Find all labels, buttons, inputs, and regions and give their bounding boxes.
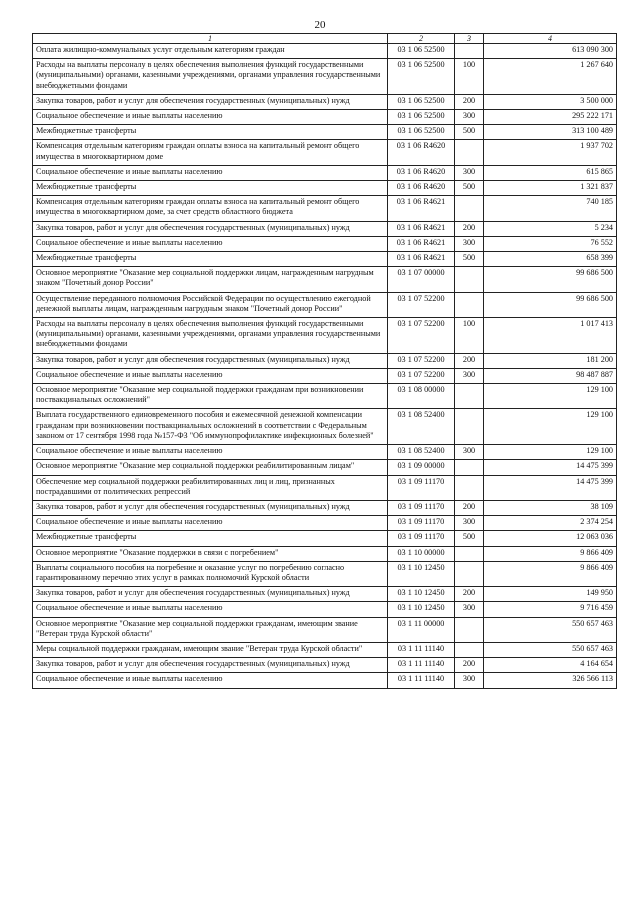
amount-cell: 1 321 837 (484, 181, 617, 196)
expense-type-cell: 200 (455, 500, 484, 515)
amount-cell: 1 267 640 (484, 59, 617, 95)
row-name-cell: Закупка товаров, работ и услуг для обеспечения государственных (муниципальных) нужд (33, 94, 388, 109)
target-article-code-cell: 03 1 09 11170 (388, 516, 455, 531)
table-row (33, 292, 617, 317)
column-number: 1 (33, 34, 388, 44)
expense-type-cell: 500 (455, 125, 484, 140)
row-name-cell: Закупка товаров, работ и услуг для обеспечения государственных (муниципальных) нужд (33, 221, 388, 236)
expense-type-cell (455, 460, 484, 475)
amount-cell: 9 866 409 (484, 546, 617, 561)
row-name-cell: Выплата государственного единовременного пособия и ежемесячной денежной компенсации гражданам при возникновении поствакцинальных осложнений в соответствии с Федеральным законом от 17 сентября 1998 года №157-ФЗ "Об иммунопрофилактике инфекционных болезней" (33, 409, 388, 445)
row-name-cell: Основное мероприятие "Оказание поддержки в связи с погребением" (33, 546, 388, 561)
row-name-cell: Компенсация отдельным категориям граждан оплаты взноса на капитальный ремонт общего имущества в многоквартирном доме (33, 140, 388, 165)
table-row (33, 587, 617, 602)
target-article-code-cell: 03 1 09 11170 (388, 500, 455, 515)
amount-cell: 76 552 (484, 236, 617, 251)
table-row (33, 561, 617, 586)
table-row (33, 94, 617, 109)
table-row (33, 602, 617, 617)
table-row (33, 658, 617, 673)
table-row (33, 252, 617, 267)
target-article-code-cell: 03 1 06 R4620 (388, 165, 455, 180)
target-article-code-cell: 03 1 07 52200 (388, 292, 455, 317)
amount-cell: 740 185 (484, 196, 617, 221)
amount-cell: 149 950 (484, 587, 617, 602)
amount-cell: 9 716 459 (484, 602, 617, 617)
target-article-code-cell: 03 1 06 52500 (388, 94, 455, 109)
amount-cell: 5 234 (484, 221, 617, 236)
table-row (33, 531, 617, 546)
column-number: 2 (388, 34, 455, 44)
table-row (33, 546, 617, 561)
amount-cell: 4 164 654 (484, 658, 617, 673)
amount-cell: 550 657 463 (484, 617, 617, 642)
amount-cell: 613 090 300 (484, 44, 617, 59)
target-article-code-cell: 03 1 11 11140 (388, 642, 455, 657)
row-name-cell: Межбюджетные трансферты (33, 531, 388, 546)
expense-type-cell: 300 (455, 673, 484, 688)
table-row (33, 475, 617, 500)
table-row (33, 236, 617, 251)
expense-type-cell: 200 (455, 221, 484, 236)
target-article-code-cell: 03 1 10 12450 (388, 587, 455, 602)
row-name-cell: Основное мероприятие "Оказание мер социальной поддержки реабилитированным лицам" (33, 460, 388, 475)
row-name-cell: Социальное обеспечение и иные выплаты населению (33, 516, 388, 531)
row-name-cell: Межбюджетные трансферты (33, 181, 388, 196)
row-name-cell: Закупка товаров, работ и услуг для обеспечения государственных (муниципальных) нужд (33, 587, 388, 602)
target-article-code-cell: 03 1 08 52400 (388, 445, 455, 460)
table-row (33, 181, 617, 196)
target-article-code-cell: 03 1 11 00000 (388, 617, 455, 642)
row-name-cell: Основное мероприятие "Оказание мер социальной поддержки гражданам при возникновении поствакцинальных осложнений" (33, 384, 388, 409)
row-name-cell: Социальное обеспечение и иные выплаты населению (33, 368, 388, 383)
expense-type-cell: 300 (455, 602, 484, 617)
amount-cell: 615 865 (484, 165, 617, 180)
table-row (33, 125, 617, 140)
row-name-cell: Социальное обеспечение и иные выплаты населению (33, 110, 388, 125)
row-name-cell: Обеспечение мер социальной поддержки реабилитированных лиц и лиц, признанных пострадавшими от политических репрессий (33, 475, 388, 500)
target-article-code-cell: 03 1 06 52500 (388, 44, 455, 59)
expense-type-cell (455, 196, 484, 221)
target-article-code-cell: 03 1 06 R4620 (388, 181, 455, 196)
table-row (33, 445, 617, 460)
table-row (33, 409, 617, 445)
amount-cell: 129 100 (484, 409, 617, 445)
table-row (33, 44, 617, 59)
target-article-code-cell: 03 1 07 52200 (388, 353, 455, 368)
expense-type-cell (455, 642, 484, 657)
amount-cell: 99 686 500 (484, 267, 617, 292)
target-article-code-cell: 03 1 06 52500 (388, 59, 455, 95)
amount-cell: 9 866 409 (484, 561, 617, 586)
target-article-code-cell: 03 1 06 R4621 (388, 221, 455, 236)
expense-type-cell: 100 (455, 318, 484, 354)
expense-type-cell: 300 (455, 516, 484, 531)
row-name-cell: Меры социальной поддержки гражданам, имеющим звание "Ветеран труда Курской области" (33, 642, 388, 657)
target-article-code-cell: 03 1 06 R4620 (388, 140, 455, 165)
expense-type-cell (455, 475, 484, 500)
expense-type-cell: 300 (455, 165, 484, 180)
expense-type-cell (455, 409, 484, 445)
column-number: 3 (455, 34, 484, 44)
expense-type-cell (455, 546, 484, 561)
amount-cell: 3 500 000 (484, 94, 617, 109)
row-name-cell: Основное мероприятие "Оказание мер социальной поддержки гражданам, имеющим звание "Ветеран труда Курской области" (33, 617, 388, 642)
amount-cell: 550 657 463 (484, 642, 617, 657)
expense-type-cell: 500 (455, 252, 484, 267)
target-article-code-cell: 03 1 10 00000 (388, 546, 455, 561)
table-row (33, 196, 617, 221)
table-row (33, 642, 617, 657)
target-article-code-cell: 03 1 06 R4621 (388, 252, 455, 267)
table-row (33, 673, 617, 688)
page-number: 20 (314, 19, 326, 31)
table-row (33, 353, 617, 368)
target-article-code-cell: 03 1 09 11170 (388, 531, 455, 546)
row-name-cell: Социальное обеспечение и иные выплаты населению (33, 445, 388, 460)
target-article-code-cell: 03 1 09 11170 (388, 475, 455, 500)
target-article-code-cell: 03 1 07 52200 (388, 368, 455, 383)
expense-type-cell (455, 384, 484, 409)
expense-type-cell: 500 (455, 531, 484, 546)
row-name-cell: Компенсация отдельным категориям граждан оплаты взноса на капитальный ремонт общего имущества в многоквартирном доме, за счет средств областного бюджета (33, 196, 388, 221)
amount-cell: 658 399 (484, 252, 617, 267)
row-name-cell: Выплаты социального пособия на погребение и оказание услуг по погребению согласно гарантированному перечню этих услуг в рамках полномочий Курской области (33, 561, 388, 586)
table-row (33, 516, 617, 531)
amount-cell: 326 566 113 (484, 673, 617, 688)
table-row (33, 110, 617, 125)
table-row (33, 59, 617, 95)
target-article-code-cell: 03 1 06 52500 (388, 125, 455, 140)
expense-type-cell: 300 (455, 368, 484, 383)
target-article-code-cell: 03 1 06 R4621 (388, 196, 455, 221)
target-article-code-cell: 03 1 07 00000 (388, 267, 455, 292)
amount-cell: 99 686 500 (484, 292, 617, 317)
row-name-cell: Социальное обеспечение и иные выплаты населению (33, 236, 388, 251)
expense-type-cell: 300 (455, 445, 484, 460)
budget-table-body (33, 34, 617, 689)
amount-cell: 1 937 702 (484, 140, 617, 165)
amount-cell: 14 475 399 (484, 460, 617, 475)
target-article-code-cell: 03 1 06 52500 (388, 110, 455, 125)
table-row (33, 500, 617, 515)
expense-type-cell: 300 (455, 236, 484, 251)
amount-cell: 313 100 489 (484, 125, 617, 140)
table-row (33, 617, 617, 642)
amount-cell: 38 109 (484, 500, 617, 515)
expense-type-cell: 200 (455, 658, 484, 673)
table-row (33, 140, 617, 165)
row-name-cell: Закупка товаров, работ и услуг для обеспечения государственных (муниципальных) нужд (33, 500, 388, 515)
expense-type-cell (455, 617, 484, 642)
row-name-cell: Межбюджетные трансферты (33, 125, 388, 140)
row-name-cell: Закупка товаров, работ и услуг для обеспечения государственных (муниципальных) нужд (33, 658, 388, 673)
row-name-cell: Социальное обеспечение и иные выплаты населению (33, 165, 388, 180)
amount-cell: 2 374 254 (484, 516, 617, 531)
expense-type-cell (455, 292, 484, 317)
row-name-cell: Осуществление переданного полномочия Российской Федерации по осуществлению ежегодной денежной выплаты лицам, награжденным нагрудным знаком "Почетный донор России" (33, 292, 388, 317)
row-name-cell: Закупка товаров, работ и услуг для обеспечения государственных (муниципальных) нужд (33, 353, 388, 368)
target-article-code-cell: 03 1 07 52200 (388, 318, 455, 354)
amount-cell: 98 487 887 (484, 368, 617, 383)
amount-cell: 12 063 036 (484, 531, 617, 546)
table-row (33, 384, 617, 409)
target-article-code-cell: 03 1 06 R4621 (388, 236, 455, 251)
amount-cell: 295 222 171 (484, 110, 617, 125)
target-article-code-cell: 03 1 10 12450 (388, 602, 455, 617)
expense-type-cell (455, 267, 484, 292)
row-name-cell: Межбюджетные трансферты (33, 252, 388, 267)
amount-cell: 129 100 (484, 384, 617, 409)
row-name-cell: Социальное обеспечение и иные выплаты населению (33, 602, 388, 617)
target-article-code-cell: 03 1 11 11140 (388, 658, 455, 673)
amount-cell: 181 200 (484, 353, 617, 368)
target-article-code-cell: 03 1 08 00000 (388, 384, 455, 409)
table-row (33, 318, 617, 354)
expense-type-cell: 300 (455, 110, 484, 125)
row-name-cell: Оплата жилищно-коммунальных услуг отдельным категориям граждан (33, 44, 388, 59)
expense-type-cell: 200 (455, 94, 484, 109)
expense-type-cell: 500 (455, 181, 484, 196)
column-number: 4 (484, 34, 617, 44)
amount-cell: 14 475 399 (484, 475, 617, 500)
row-name-cell: Расходы на выплаты персоналу в целях обеспечения выполнения функций государственными (муниципальными) органами, казенными учреждениями, органами управления государственными внебюджетными фондами (33, 59, 388, 95)
table-row (33, 368, 617, 383)
target-article-code-cell: 03 1 09 00000 (388, 460, 455, 475)
target-article-code-cell: 03 1 11 11140 (388, 673, 455, 688)
expense-type-cell: 200 (455, 353, 484, 368)
expense-type-cell (455, 561, 484, 586)
expense-type-cell: 200 (455, 587, 484, 602)
table-row (33, 165, 617, 180)
budget-table (32, 33, 617, 689)
table-row (33, 221, 617, 236)
expense-type-cell: 100 (455, 59, 484, 95)
row-name-cell: Основное мероприятие "Оказание мер социальной поддержки лицам, награжденным нагрудным знаком "Почетный донор России" (33, 267, 388, 292)
column-number-row (33, 34, 617, 44)
row-name-cell: Расходы на выплаты персоналу в целях обеспечения выполнения функций государственными (муниципальными) органами, казенными учреждениями, органами управления государственными внебюджетными фондами (33, 318, 388, 354)
row-name-cell: Социальное обеспечение и иные выплаты населению (33, 673, 388, 688)
amount-cell: 1 017 413 (484, 318, 617, 354)
table-row (33, 267, 617, 292)
amount-cell: 129 100 (484, 445, 617, 460)
expense-type-cell (455, 44, 484, 59)
expense-type-cell (455, 140, 484, 165)
target-article-code-cell: 03 1 10 12450 (388, 561, 455, 586)
table-row (33, 460, 617, 475)
target-article-code-cell: 03 1 08 52400 (388, 409, 455, 445)
